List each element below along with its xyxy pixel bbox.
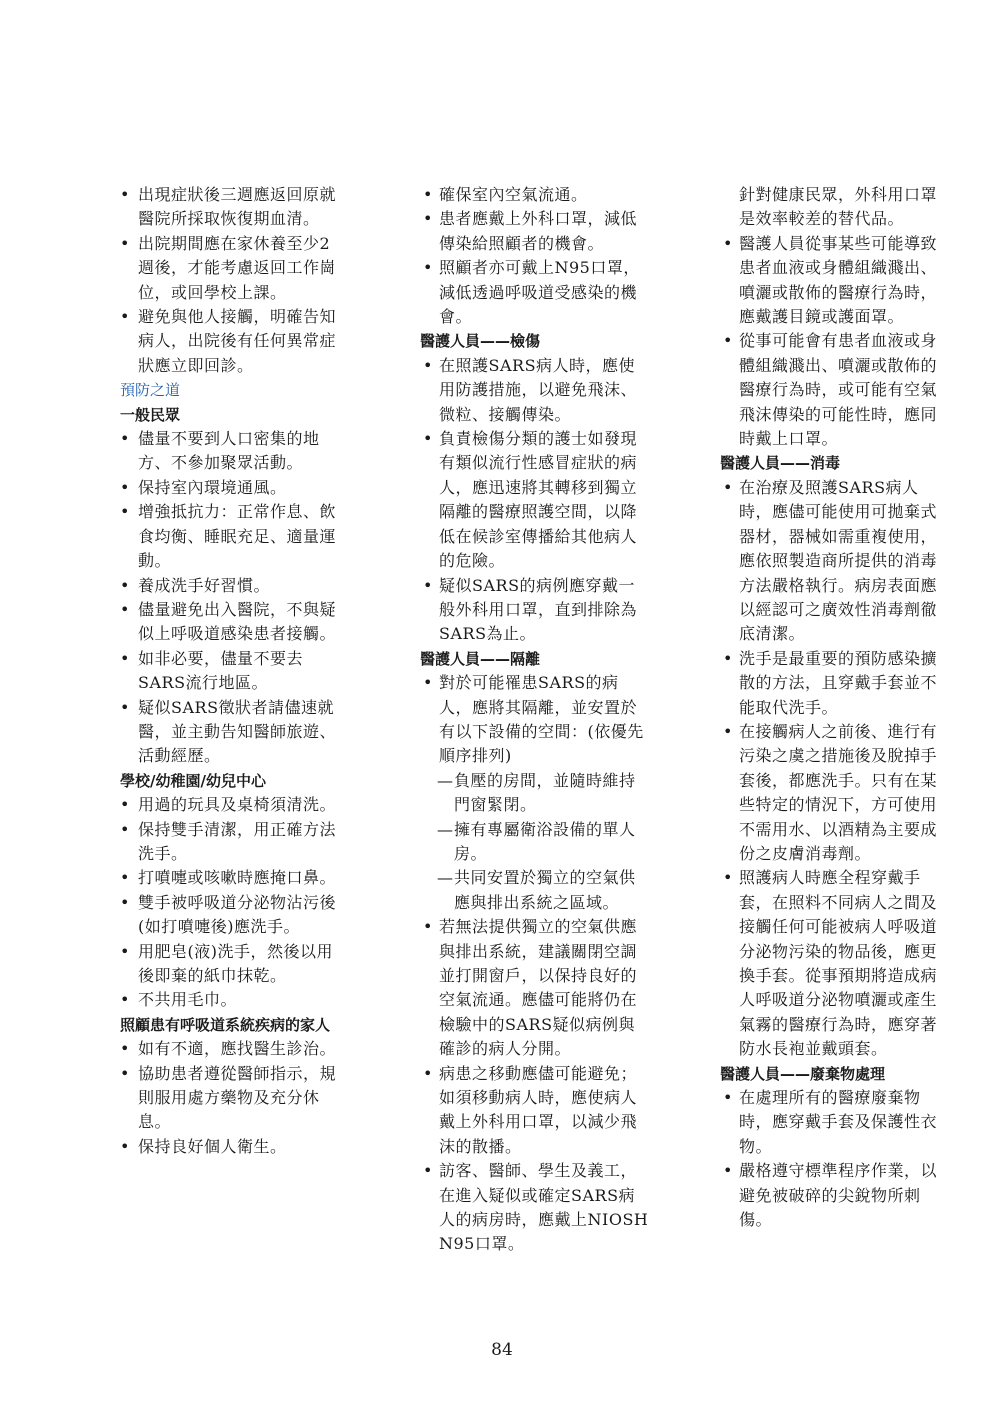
list-item: • 協助患者遵從醫師指示，規則服用處方藥物及充分休息。 [82,1062,344,1135]
subheading-school: 學校/幼稚園/幼兒中心 [120,771,266,790]
list-item: • 對於可能罹患SARS的病人，應將其隔離，並安置於有以下設備的空間：(依優先順序排列) [420,671,650,769]
list-item: • 如有不適，應找醫生診治。 [82,1037,344,1061]
continued-paragraph: 針對健康民眾，外科用口罩是效率較差的替代品。 [739,185,938,229]
list-item: • 醫護人員從事某些可能導致患者血液或身體組織濺出、噴灑或散佈的醫療行為時，應戴護目鏡或護面罩。 [720,232,948,330]
column-2 [420,183,650,1257]
list-item: • 保持室內環境通風。 [82,476,344,500]
list-item: • 儘量避免出入醫院，不與疑似上呼吸道感染患者接觸。 [82,598,344,647]
list-item: • 病患之移動應儘可能避免；如須移動病人時，應使病人戴上外科用口罩，以減少飛沫的散播。 [420,1062,650,1160]
list-item: • 用過的玩具及桌椅須清洗。 [82,793,344,817]
page-number: 84 [491,1340,513,1360]
list-item: • 在處理所有的醫療廢棄物時，應穿戴手套及保護性衣物。 [720,1086,948,1159]
dash-item: — 負壓的房間，並隨時維持門窗緊閉。 [420,769,650,818]
list-item: • 嚴格遵守標準程序作業，以避免被破碎的尖銳物所刺傷。 [720,1159,948,1232]
list-item: • 儘量不要到人口密集的地方、不參加聚眾活動。 [82,427,344,476]
list-item: • 確保室內空氣流通。 [420,183,650,207]
list-item: • 洗手是最重要的預防感染擴散的方法，且穿戴手套並不能取代洗手。 [720,647,948,720]
list-item: • 照護病人時應全程穿戴手套，在照料不同病人之間及接觸任何可能被病人呼吸道分泌物污染的物品後，應更換手套。從事預期將造成病人呼吸道分泌物噴灑或產生氣霧的醫療行為時，應穿著防水長袍並戴頭套。 [720,866,948,1061]
list-item: • 保持雙手清潔，用正確方法洗手。 [82,818,344,867]
list-item: • 增強抵抗力：正常作息、飲食均衡、睡眠充足、適量運動。 [82,500,344,573]
list-item: • 如非必要，儘量不要去SARS流行地區。 [82,647,344,696]
dash-item: — 擁有專屬衛浴設備的單人房。 [420,818,650,867]
subheading-isolation: 醫護人員——隔離 [420,649,541,668]
list-item: • 在接觸病人之前後、進行有污染之虞之措施後及脫掉手套後，都應洗手。只有在某些特定的情況下，方可使用不需用水、以酒精為主要成份之皮膚消毒劑。 [720,720,948,866]
list-item: • 疑似SARS的病例應穿戴一般外科用口罩，直到排除為SARS為止。 [420,574,650,647]
column-3 [720,183,948,1232]
column-1 [82,183,344,1159]
list-item: • 從事可能會有患者血液或身體組織濺出、噴灑或散佈的醫療行為時，或可能有空氣飛沫傳染的可能性時，應同時戴上口罩。 [720,329,948,451]
subheading-waste: 醫護人員——廢棄物處理 [720,1064,886,1083]
list-item: • 保持良好個人衛生。 [82,1135,344,1159]
list-item: • 用肥皂(液)洗手，然後以用後即棄的紙巾抹乾。 [82,940,344,989]
list-item: • 患者應戴上外科口罩，減低傳染給照顧者的機會。 [420,207,650,256]
list-item: • 不共用毛巾。 [82,988,344,1012]
subheading-public: 一般民眾 [120,405,181,424]
list-item: • 避免與他人接觸，明確告知病人，出院後有任何異常症狀應立即回診。 [82,305,344,378]
section-title: 預防之道 [120,381,181,400]
list-item: • 訪客、醫師、學生及義工，在進入疑似或確定SARS病人的病房時，應戴上NIOSH N95口罩。 [420,1159,650,1257]
subheading-triage: 醫護人員——檢傷 [420,332,541,351]
list-item: • 養成洗手好習慣。 [82,574,344,598]
list-item: • 雙手被呼吸道分泌物沾污後(如打噴嚏後)應洗手。 [82,891,344,940]
list-item: • 出院期間應在家休養至少2週後，才能考慮返回工作崗位，或回學校上課。 [82,232,344,305]
list-item: • 負責檢傷分類的護士如發現有類似流行性感冒症狀的病人，應迅速將其轉移到獨立隔離的醫療照護空間，以降低在候診室傳播給其他病人的危險。 [420,427,650,573]
list-item: • 打噴嚏或咳嗽時應掩口鼻。 [82,866,344,890]
list-item: • 疑似SARS徵狀者請儘速就醫，並主動告知醫師旅遊、活動經歷。 [82,696,344,769]
list-item: • 出現症狀後三週應返回原就醫院所採取恢復期血清。 [82,183,344,232]
list-item: • 在照護SARS病人時，應使用防護措施，以避免飛沫、微粒、接觸傳染。 [420,354,650,427]
subheading-disinfect: 醫護人員——消毒 [720,454,841,473]
list-item: • 若無法提供獨立的空氣供應與排出系統，建議關閉空調並打開窗戶，以保持良好的空氣流通。應儘可能將仍在檢驗中的SARS疑似病例與確診的病人分開。 [420,915,650,1061]
subheading-family: 照顧患有呼吸道系統疾病的家人 [120,1015,331,1034]
list-item: • 在治療及照護SARS病人時，應儘可能使用可拋棄式器材，器械如需重複使用，應依照製造商所提供的消毒方法嚴格執行。病房表面應以經認可之廣效性消毒劑徹底清潔。 [720,476,948,647]
dash-item: — 共同安置於獨立的空氣供應與排出系統之區域。 [420,866,650,915]
list-item: • 照顧者亦可戴上N95口罩，減低透過呼吸道受感染的機會。 [420,256,650,329]
